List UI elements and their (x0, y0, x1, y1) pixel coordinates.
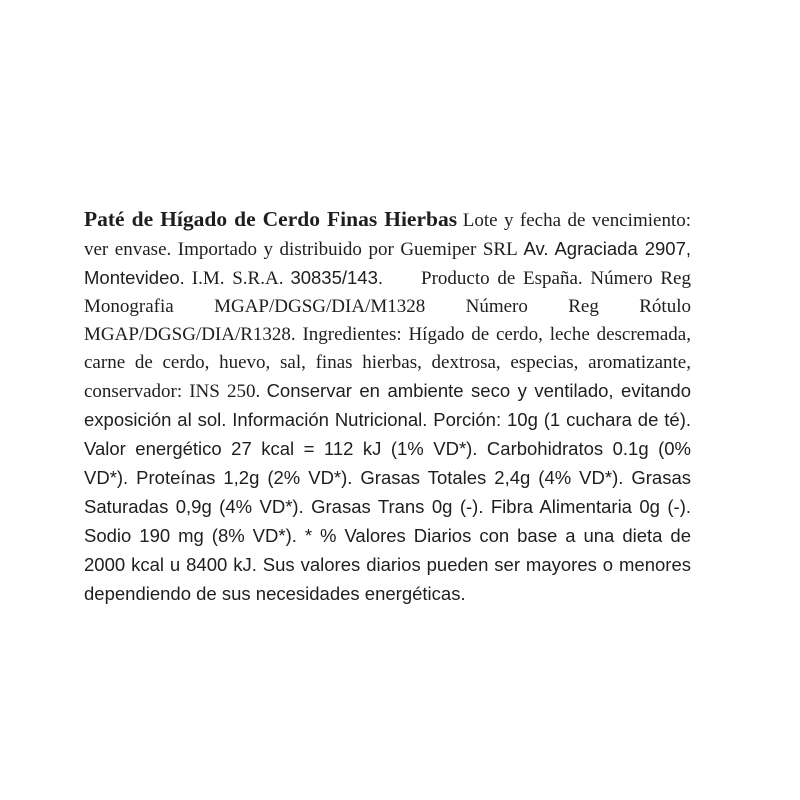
product-label-text-block (84, 206, 691, 609)
registry-number-text: 30835/143. (290, 267, 384, 288)
municipal-registration-text: I.M. S.R.A. (191, 268, 284, 289)
tab-gap-spacer (383, 283, 421, 284)
label-paragraph (84, 206, 691, 609)
lote-vencimiento-text: Lote y fecha de vencimiento: ver envase. Importado y distribuido por Guemiper SRL (84, 210, 691, 260)
storage-nutrition-text: Conservar en ambiente seco y ventilado, evitando exposición al sol. Información Nutricional. Porción: 10g (1 cuchara de té). Valor energético 27 kcal = 112 kJ (1% VD*). Carbohidratos 0.1g (0% VD*). Proteínas 1,2g (2% VD*). Grasas Totales 2,4g (4% VD*). Grasas Saturadas 0,9g (4% VD*). Grasas Trans 0g (-). Fibra Alimentaria 0g (-). Sodio 190 mg (8% VD*). * % Valores Diarios con base a una dieta de 2000 kcal u 8400 kJ. Sus valores diarios pueden ser mayores o menores dependiendo de sus necesidades energéticas. (84, 380, 692, 604)
product-title: Paté de Hígado de Cerdo Finas Hierbas (84, 207, 458, 231)
distributor-address-text: Av. Agraciada 2907, Montevideo. (84, 238, 691, 288)
origin-ingredients-text: Producto de España. Número Reg Monografia MGAP/DGSG/DIA/M1328 Número Reg Rótulo MGAP/DGSG/DIA/R1328. Ingredientes: Hígado de cerdo, leche descremada, carne de cerdo, huevo, sal, finas hierbas, dextrosa, especias, aromatizante, conservador: INS 250. (84, 268, 691, 402)
